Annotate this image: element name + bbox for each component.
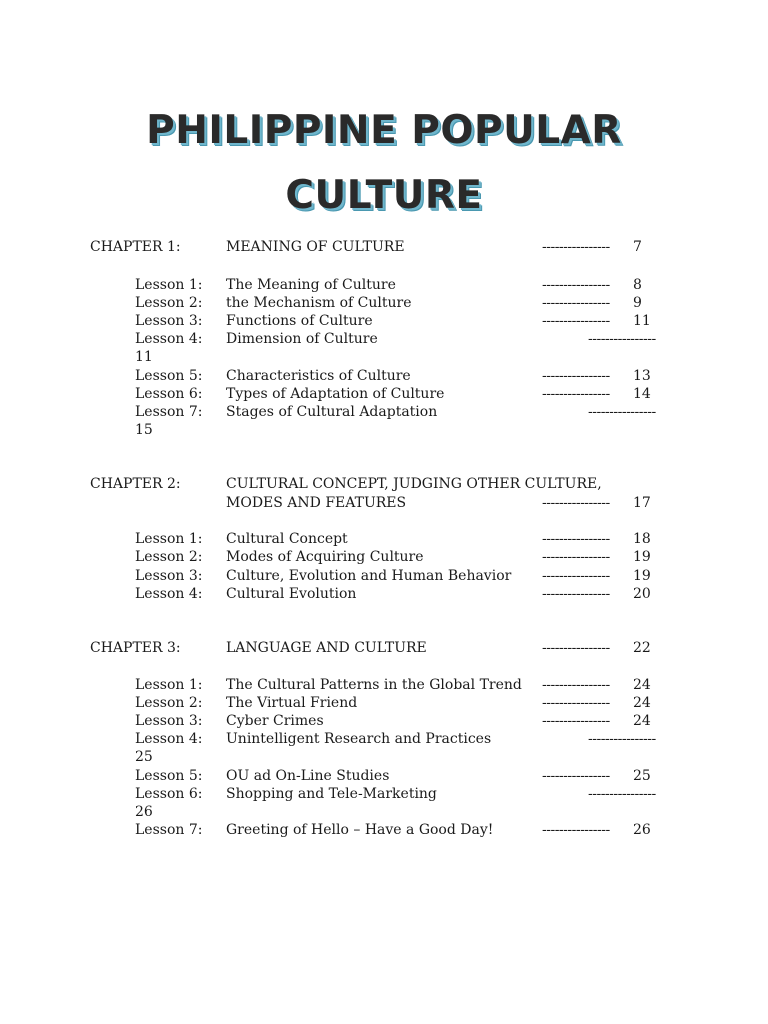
page-number: 18 (633, 531, 651, 547)
page-number: 22 (633, 640, 651, 656)
dot-leader: ---------------- (542, 768, 610, 784)
lesson-title: Characteristics of Culture (226, 368, 411, 384)
dot-leader: ---------------- (542, 677, 610, 693)
lesson-label: Lesson 2: (135, 695, 203, 711)
dot-leader: ---------------- (542, 495, 610, 511)
dot-leader: ---------------- (542, 313, 610, 329)
lesson-label: Lesson 3: (135, 713, 203, 729)
lesson-title: Dimension of Culture (226, 331, 378, 347)
dot-leader: ---------------- (542, 586, 610, 602)
dot-leader: ---------------- (542, 568, 610, 584)
page-number: 26 (135, 804, 153, 820)
lesson-label: Lesson 3: (135, 313, 203, 329)
chapter-title-line-2: MODES AND FEATURES (226, 495, 407, 511)
lesson-label: Lesson 1: (135, 277, 203, 293)
lesson-title: The Virtual Friend (226, 695, 358, 711)
chapter-title: MEANING OF CULTURE (226, 239, 405, 255)
lesson-title: the Mechanism of Culture (226, 295, 412, 311)
page-number: 24 (633, 677, 651, 693)
chapter-title-line-1: CULTURAL CONCEPT, JUDGING OTHER CULTURE, (226, 476, 602, 492)
dot-leader: ---------------- (542, 368, 610, 384)
lesson-title: Culture, Evolution and Human Behavior (226, 568, 512, 584)
lesson-label: Lesson 6: (135, 786, 203, 802)
page-number: 15 (135, 422, 153, 438)
page-number: 26 (633, 822, 651, 838)
lesson-label: Lesson 1: (135, 531, 203, 547)
lesson-title: Cultural Concept (226, 531, 348, 547)
page-number: 11 (135, 349, 153, 365)
chapter-label: CHAPTER 1: (90, 239, 181, 255)
lesson-label: Lesson 2: (135, 295, 203, 311)
dot-leader: ---------------- (588, 404, 656, 420)
page-number: 13 (633, 368, 651, 384)
lesson-title: Cultural Evolution (226, 586, 357, 602)
page-number: 24 (633, 713, 651, 729)
lesson-title: Shopping and Tele-Marketing (226, 786, 437, 802)
lesson-label: Lesson 5: (135, 368, 203, 384)
lesson-title: OU ad On-Line Studies (226, 768, 390, 784)
lesson-title: Functions of Culture (226, 313, 373, 329)
lesson-title: Greeting of Hello – Have a Good Day! (226, 822, 494, 838)
lesson-label: Lesson 6: (135, 386, 203, 402)
lesson-label: Lesson 4: (135, 586, 203, 602)
page-number: 11 (633, 313, 651, 329)
page-number: 19 (633, 568, 651, 584)
document-title-line-2: CULTURE (285, 173, 483, 218)
page-number: 25 (135, 749, 153, 765)
chapter-label: CHAPTER 2: (90, 476, 181, 492)
lesson-title: Stages of Cultural Adaptation (226, 404, 438, 420)
page-number: 8 (633, 277, 642, 293)
lesson-title: The Meaning of Culture (226, 277, 396, 293)
lesson-title: Unintelligent Research and Practices (226, 731, 492, 747)
dot-leader: ---------------- (588, 331, 656, 347)
dot-leader: ---------------- (542, 713, 610, 729)
dot-leader: ---------------- (588, 731, 656, 747)
lesson-label: Lesson 4: (135, 331, 203, 347)
dot-leader: ---------------- (542, 640, 610, 656)
page-number: 25 (633, 768, 651, 784)
lesson-title: Cyber Crimes (226, 713, 324, 729)
lesson-label: Lesson 5: (135, 768, 203, 784)
dot-leader: ---------------- (542, 549, 610, 565)
page-number: 20 (633, 586, 651, 602)
dot-leader: ---------------- (542, 239, 610, 255)
dot-leader: ---------------- (542, 822, 610, 838)
page-number: 7 (633, 239, 642, 255)
lesson-label: Lesson 7: (135, 404, 203, 420)
dot-leader: ---------------- (542, 295, 610, 311)
document-title-line-1: PHILIPPINE POPULAR (146, 108, 622, 153)
lesson-label: Lesson 3: (135, 568, 203, 584)
dot-leader: ---------------- (542, 695, 610, 711)
page-number: 9 (633, 295, 642, 311)
lesson-title: Modes of Acquiring Culture (226, 549, 424, 565)
dot-leader: ---------------- (588, 786, 656, 802)
page-number: 17 (633, 495, 651, 511)
chapter-label: CHAPTER 3: (90, 640, 181, 656)
page-number: 14 (633, 386, 651, 402)
dot-leader: ---------------- (542, 386, 610, 402)
lesson-title: Types of Adaptation of Culture (226, 386, 445, 402)
chapter-title: LANGUAGE AND CULTURE (226, 640, 427, 656)
dot-leader: ---------------- (542, 277, 610, 293)
dot-leader: ---------------- (542, 531, 610, 547)
lesson-label: Lesson 7: (135, 822, 203, 838)
lesson-title: The Cultural Patterns in the Global Trend (226, 677, 522, 693)
page-number: 24 (633, 695, 651, 711)
lesson-label: Lesson 1: (135, 677, 203, 693)
lesson-label: Lesson 2: (135, 549, 203, 565)
page-number: 19 (633, 549, 651, 565)
lesson-label: Lesson 4: (135, 731, 203, 747)
